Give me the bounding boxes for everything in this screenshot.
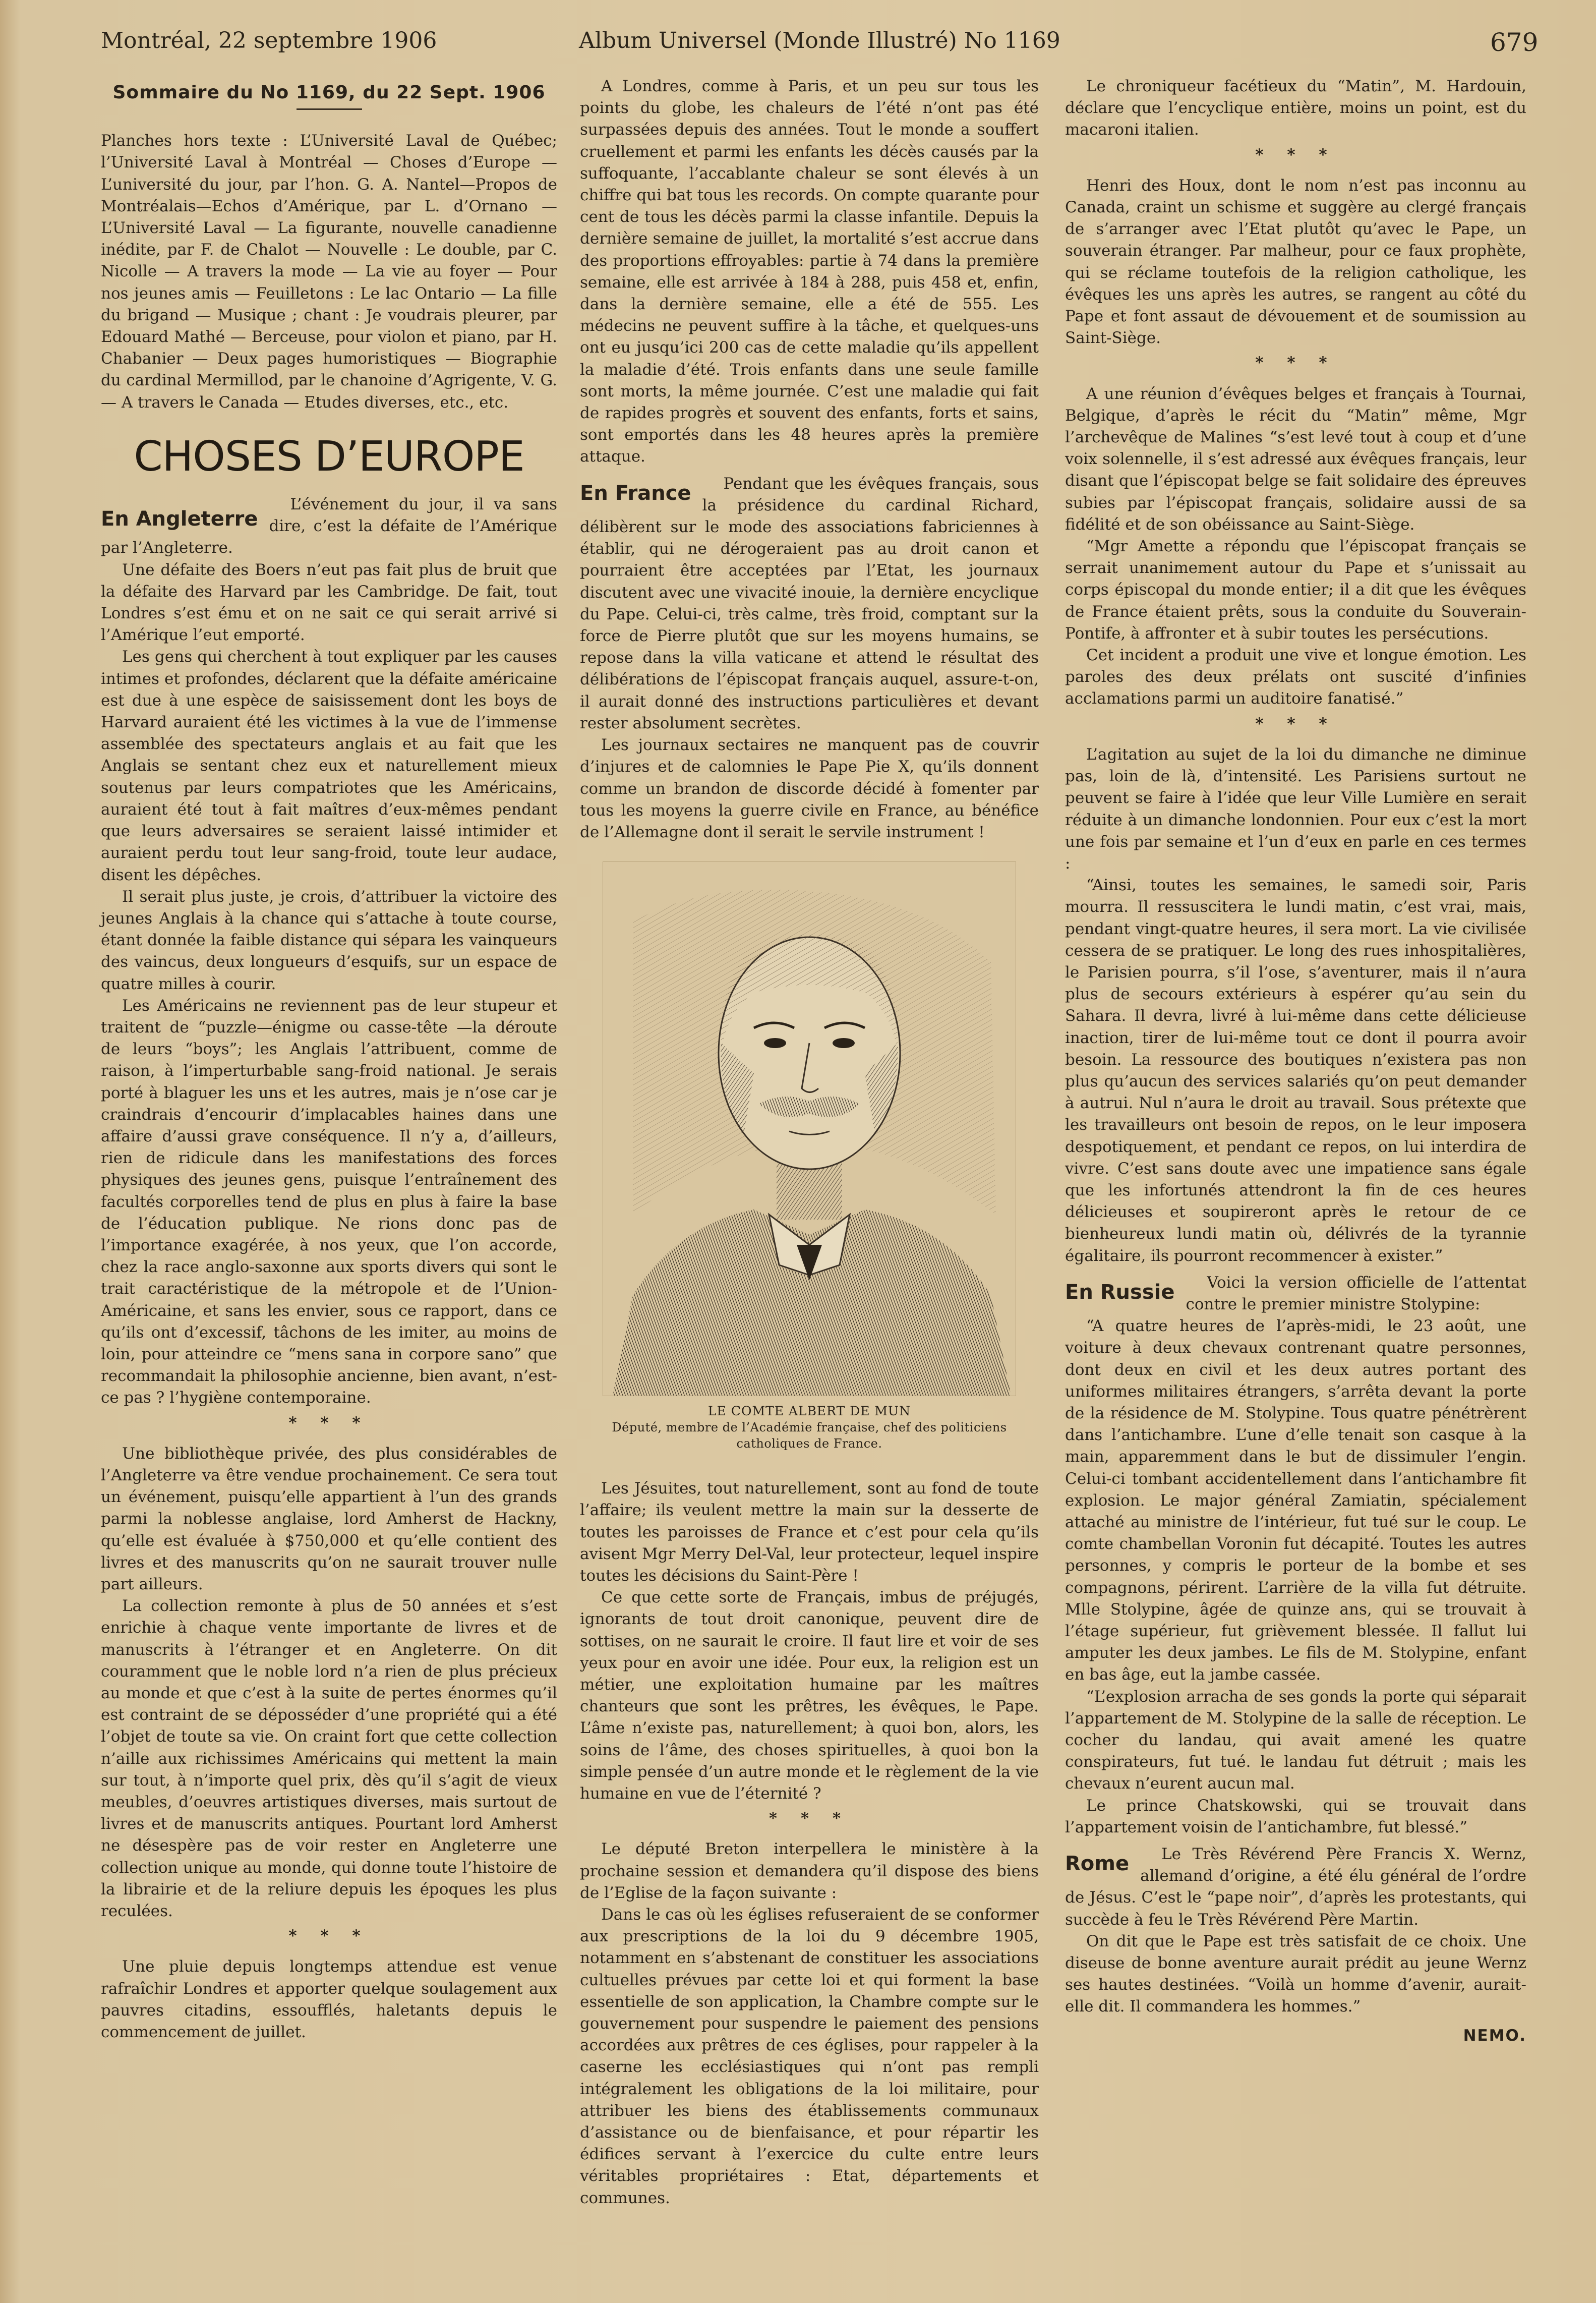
- column-3: [1065, 76, 1526, 2047]
- paragraph: Le chroniqueur facétieux du “Matin”, M. Hardouin, déclare que l’encyclique entière, moins un point, est du macaroni italien.: [1065, 77, 1526, 139]
- rubric-angleterre: En Angleterre: [101, 507, 258, 531]
- paragraph: Dans le cas où les églises refuseraient de se conformer aux prescriptions de la loi du 9 décembre 1905, notamment en s’abstenant de constituer les associations cultuelles prévues par cette loi et qui forment la base essentielle de son application, la Chambre compte sur le gouvernement pour suspendre le paiement des pensions accordées aux prêtres de ces églises, pour rappeler à la caserne les ecclésiastiques qui n’ont pas rempli intégralement les obligations de la loi militaire, pour attribuer les biens des établissements communaux d’assistance ou de bienfaisance, et pour répartir les édifices servant à l’exercice du culte entre leurs véritables propriétaires : Etat, départements et communes.: [580, 1905, 1039, 2207]
- section-stars: * * *: [1255, 714, 1336, 733]
- paragraph: L’événement du jour, il va sans dire, c’est la défaite de l’Amérique par l’Angleterre.: [101, 495, 557, 557]
- paragraph: La collection remonte à plus de 50 années et s’est enrichie à chaque vente importante de livres et de manuscrits à l’étranger et en Angleterre. On dit couramment que le noble lord n’a rien de plus précieux au monde et que c’est à la suite de pertes énormes qu’il est contraint de se déposséder d’une propriété qui a été l’objet de toute sa vie. On craint fort que cette collection n’aille aux richissimes Américains qui mettent la main sur tout, à n’importe quel prix, dès qu’il s’agit de vieux meubles, d’oeuvres artistiques diverses, mais surtout de livres et de manuscrits antiques. Pourtant lord Amherst ne désespère pas de voir rester en Angleterre une collection unique au monde, qui donne toute l’histoire de la librairie et de la reliure depuis les époques les plus reculées.: [101, 1597, 557, 1921]
- paragraph: Pendant que les évêques français, sous la présidence du cardinal Richard, délibèrent sur le mode des associations fabriciennes à établir, qui ne dérogeraient pas au droit canon et pourraient être acceptées par l’Etat, les journaux discutent avec une vivacité inouie, la dernière encyclique du Pape. Celui-ci, très calme, très froid, comptant sur la force de Pierre plutôt que sur les moyens humains, se repose dans la villa vaticane et attend le résultat des délibérations de l’épiscopat français auquel, assure-t-on, il aurait donné des instructions particulières et devant rester absolument secrètes.: [580, 474, 1039, 732]
- paragraph: Il serait plus juste, je crois, d’attribuer la victoire des jeunes Anglais à la chance qui s’attache à toute course, étant donnée la faible distance qui sépara les vainqueurs des vaincus, deux longueurs d’esquifs, sur un espace de quatre milles à courir.: [101, 887, 557, 993]
- paragraph: On dit que le Pape est très satisfait de ce choix. Une diseuse de bonne aventure aurait prédit au jeune Wernz ses hautes destinées. “Voilà un homme d’avenir, aurait-elle dit. Il commandera les hommes.”: [1065, 1932, 1526, 2016]
- page-number: 679: [1490, 28, 1539, 57]
- section-stars: * * *: [288, 1413, 370, 1432]
- section-stars: * * *: [1255, 354, 1336, 372]
- paragraph: Les Américains ne reviennent pas de leur stupeur et traitent de “puzzle—énigme ou casse-tête —la déroute de leurs “boys”; les Anglais l’attribuent, comme de raison, à l’imperturbable sang-froid national. Je serais porté à blaguer les uns et les autres, mais je n’ose car je craindrais d’encourir d’implacables haines dans une affaire d’aussi grave conséquence. Il n’y a, d’ailleurs, rien de ridicule dans les manifestations des forces physiques des jeunes gens, puisque l’entraînement des facultés corporelles tend de plus en plus à faire la base de l’éducation publique. Ne rions donc pas de l’importance exagérée, à nos yeux, que l’on accorde, chez la race anglo-saxonne aux sports divers qui sont le trait caractéristique de la métropole et de l’Union-Américaine, et sans les envier, sous ce rapport, dans ce qu’ils ont d’excessif, tâchons de les imiter, au moins de loin, pour atteindre ce “mens sana in corpore sano” que recommandait la philosophie ancienne, bien avant, n’est-ce pas ? l’hygiène contemporaine.: [101, 996, 557, 1407]
- paragraph: Les gens qui cherchent à tout expliquer par les causes intimes et profondes, déclarent que la défaite américaine est due à une espèce de saisissement dont les boys de Harvard auraient été les victimes à la vue de l’immense assemblée des spectateurs anglais et au fait que les Anglais se sentant chez eux et naturellement mieux soutenus par leurs compatriotes que les Américains, auraient été tout à fait maîtres d’eux-mêmes pendant que leurs adversaires se seraient laissé intimider et auraient perdu tout leur sang-froid, toute leur audace, disent les dépêches.: [101, 648, 557, 884]
- signature: NEMO.: [1463, 2026, 1526, 2045]
- portrait-caption: [600, 1403, 1019, 1452]
- section-stars: * * *: [1255, 145, 1336, 164]
- divider: [297, 108, 362, 110]
- paragraph: “L’explosion arracha de ses gonds la porte qui séparait l’appartement de M. Stolypine de la salle de réception. Le cocher du landau, qui avait amené les quatre conspirateurs, fut tué. le landau fut détruit ; mais les chevaux n’eurent aucun mal.: [1065, 1687, 1526, 1793]
- sommaire: [101, 130, 557, 414]
- paragraph: A une réunion d’évêques belges et français à Tournai, Belgique, d’après le récit du “Matin” même, Mgr l’archevêque de Malines “s’est levé tout à coup et d’une voix solennelle, il s’est adressé aux évêques français, leur disant que l’épiscopat belge se fait solidaire des épreuves subies par l’épiscopat français, solidaire aussi de sa fidélité et de son obéissance au Saint-Siège.: [1065, 384, 1526, 534]
- header-date: Montréal, 22 septembre 1906: [101, 28, 437, 53]
- column-1: [101, 76, 557, 2043]
- paragraph: “A quatre heures de l’après-midi, le 23 août, une voiture à deux chevaux contrenant quatre personnes, dont deux en civil et les deux autres portant des uniformes militaires étrangers, s’arrêta devant la porte de la résidence de M. Stolypine. Tous quatre pénétrèrent dans l’antichambre. L’une d’elle tenait son casque à la main, apparemment dans le but de dissimuler l’engin. Celui-ci tombant accidentellement dans l’antichambre fit explosion. Le major général Zamiatin, spécialement attaché au ministre de l’intérieur, fut tué sur le coup. Le comte chambellan Voronin fut décapité. Toutes les autres personnes, y compris le porteur de la bombe et ses compagnons, périrent. L’arrière de la villa fut détruite. Mlle Stolypine, âgée de quinze ans, qui se trouvait à l’étage supérieur, fut grièvement blessée. Il fallut lui amputer les deux jambes. Le fils de M. Stolypine, enfant en bas âge, eut la jambe cassée.: [1065, 1317, 1526, 1684]
- sommaire-text: Planches hors texte : L’Université Laval de Québec; l’Université Laval à Montréal — Choses d’Europe — L’université du jour, par l’hon. G. A. Nantel—Propos de Montréalais—Echos d’Amérique, par L. d’Ornano — L’Université Laval — La figurante, nouvelle canadienne inédite, par F. de Chalot — Nouvelle : Le double, par C. Nicolle — A travers la mode — La vie au foyer — Pour nos jeunes amis — Feuilletons : Le lac Ontario — La fille du brigand — Musique ; chant : Je voudrais pleurer, par Edouard Mathé — Berceuse, pour violon et piano, par H. Chabanier — Deux pages humoristiques — Biographie du cardinal Mermillod, par le chanoine d’Agrigente, V. G. — A travers le Canada — Etudes diverses, etc., etc.: [101, 132, 557, 412]
- paragraph: “Mgr Amette a répondu que l’épiscopat français se serrait unanimement autour du Pape et s’unissait au corps épiscopal du monde entier; il a dit que les évêques de France étaient prêts, sous la conduite du Souverain-Pontife, à affronter et à subir toutes les persécutions.: [1065, 537, 1526, 643]
- sommaire-heading: Sommaire du No 1169, du 22 Sept. 1906: [112, 82, 546, 103]
- paragraph: Voici la version officielle de l’attentat contre le premier ministre Stolypine:: [1186, 1273, 1526, 1313]
- caption-text: Député, membre de l’Académie française, chef des politiciens catholiques de France.: [612, 1420, 1007, 1451]
- portrait-engraving: [603, 861, 1016, 1396]
- rubric-france: En France: [580, 481, 691, 505]
- header-publication: Album Universel (Monde Illustré) No 1169: [579, 28, 1060, 53]
- caption-title: LE COMTE ALBERT DE MUN: [708, 1404, 911, 1419]
- rubric-russie: En Russie: [1065, 1280, 1175, 1304]
- paragraph: Une défaite des Boers n’eut pas fait plus de bruit que la défaite des Harvard par les Cambridge. De fait, tout Londres s’est ému et on ne sait ce qui serait arrivé si l’Amérique l’eut emporté.: [101, 560, 557, 645]
- section-stars: * * *: [769, 1809, 850, 1828]
- paragraph: Le Très Révérend Père Francis X. Wernz, allemand d’origine, a été élu général de l’ordre de Jésus. C’est le “pape noir”, d’après les protestants, qui succède à feu le Très Révérend Père Martin.: [1065, 1845, 1526, 1929]
- section-stars: * * *: [288, 1927, 370, 1945]
- paragraph: Le prince Chatskowski, qui se trouvait dans l’appartement voisin de l’antichambre, fut blessé.”: [1065, 1796, 1526, 1836]
- paragraph: Ce que cette sorte de Français, imbus de préjugés, ignorants de tout droit canonique, peuvent dire de sottises, on ne saurait le croire. Il faut lire et voir de ses yeux pour en avoir une idée. Pour eux, la religion est un métier, une exploitation humaine par les maîtres chanteurs que sont les prêtres, les évêques, le Pape. L’âme n’existe pas, naturellement; à quoi bon, alors, les soins de l’âme, des choses spirituelles, à quoi bon la simple pensée d’un autre monde et le règlement de la vie humaine en vue de l’éternité ?: [580, 1588, 1039, 1803]
- paragraph: A Londres, comme à Paris, et un peu sur tous les points du globe, les chaleurs de l’été n’ont pas été surpassées depuis des années. Tout le monde a souffert cruellement et parmi les enfants les décès causés par la suffoquante, l’accablante chaleur se sont élevés à un chiffre qui bat tous les records. On compte quarante pour cent de tous les décès parmi la classe infantile. Depuis la dernière semaine de juillet, la mortalité s’est accrue dans des proportions effroyables: partie à 74 dans la première semaine, elle est arrivée à 184 à 288, puis 458 et, enfin, dans la dernière semaine, elle a été de 555. Les médecins ne peuvent suffire à la tâche, et quelques-uns ont eu jusqu’ici 200 cas de cette maladie qu’ils appellent la maladie d’été. Trois enfants dans une seule famille sont morts, la même journée. C’est une maladie qui fait de rapides progrès et souvent des enfants, forts et sains, sont emportés dans les 48 heures après la première attaque.: [580, 77, 1039, 466]
- paragraph: Une pluie depuis longtemps attendue est venue rafraîchir Londres et apporter quelque soulagement aux pauvres citadins, essoufflés, haletants depuis le commencement de juillet.: [101, 1957, 557, 2042]
- paragraph: Le député Breton interpellera le ministère à la prochaine session et demandera qu’il dispose des biens de l’Eglise de la façon suivante :: [580, 1840, 1039, 1902]
- rubric-rome: Rome: [1065, 1852, 1130, 1876]
- paragraph: Les journaux sectaires ne manquent pas de couvrir d’injures et de calomnies le Pape Pie X, qu’ils donnent comme un brandon de discorde décidé à fomenter par tous les moyens la guerre civile en France, au bénéfice de l’Allemagne dont il serait le servile instrument !: [580, 736, 1039, 841]
- paragraph: Les Jésuites, tout naturellement, sont au fond de toute l’affaire; ils veulent mettre la main sur la desserte de toutes les paroisses de France et c’est pour cela qu’ils avisent Mgr Merry Del-Val, leur protecteur, lequel inspire toutes les décisions du Saint-Père !: [580, 1479, 1039, 1585]
- paragraph: L’agitation au sujet de la loi du dimanche ne diminue pas, loin de là, d’intensité. Les Parisiens surtout ne peuvent se faire à l’idée que leur Ville Lumière en serait réduite à un dimanche londonnien. Pour eux c’est la mort une fois par semaine et l’un d’eux en parle en ces termes :: [1065, 745, 1526, 873]
- paragraph: Une bibliothèque privée, des plus considérables de l’Angleterre va être vendue prochainement. Ce sera tout un événement, puisqu’elle appartient à l’un des grands parmi la noblesse anglaise, lord Amherst de Hackny, qu’elle est évaluée à $750,000 et qu’elle contient des livres et des manuscrits qu’on ne saurait trouver nulle part ailleurs.: [101, 1444, 557, 1593]
- article-title: CHOSES D’EUROPE: [134, 432, 524, 481]
- paragraph: Cet incident a produit une vive et longue émotion. Les paroles des deux prélats ont suscité d’infinies acclamations parmi un auditoire fanatisé.”: [1065, 646, 1526, 708]
- paragraph: “Ainsi, toutes les semaines, le samedi soir, Paris mourra. Il ressuscitera le lundi matin, c’est vrai, mais, pendant vingt-quatre heures, il sera mort. La vie civilisée cessera de se pratiquer. Le long des rues inhospitalières, le Parisien pourra, s’il l’ose, s’aventurer, mais il n’aura plus de secours extérieurs à espérer qu’au sein du Sahara. Il devra, livré à lui-même dans cette délicieuse inaction, tirer de lui-même tout ce dont il pourra avoir besoin. La ressource des boutiques n’existera pas non plus qu’aucun des services salariés qu’on peut demander à autrui. Nul n’aura le droit au travail. Sous prétexte que les travailleurs ont besoin de repos, on le leur imposera despotiquement, et pendant ce repos, on lui interdira de vivre. C’est sans doute avec une impatience sans égale que les infortunés attendront la fin de ces heures délicieuses et soupireront après le retour de ce bienheureux lundi matin où, délivrés de la tyrannie égalitaire, ils pourront recommencer à exister.”: [1065, 876, 1526, 1265]
- paragraph: Henri des Houx, dont le nom n’est pas inconnu au Canada, craint un schisme et suggère au clergé français de s’arranger avec l’Etat plutôt qu’avec le Pape, un souverain étranger. Par malheur, pour ce faux prophète, qui se réclame toutefois de la religion catholique, les évêques les uns après les autres, se rangent au côté du Pape et font assaut de dévouement et de soumission au Saint-Siège.: [1065, 176, 1526, 348]
- column-2: [580, 76, 1039, 2209]
